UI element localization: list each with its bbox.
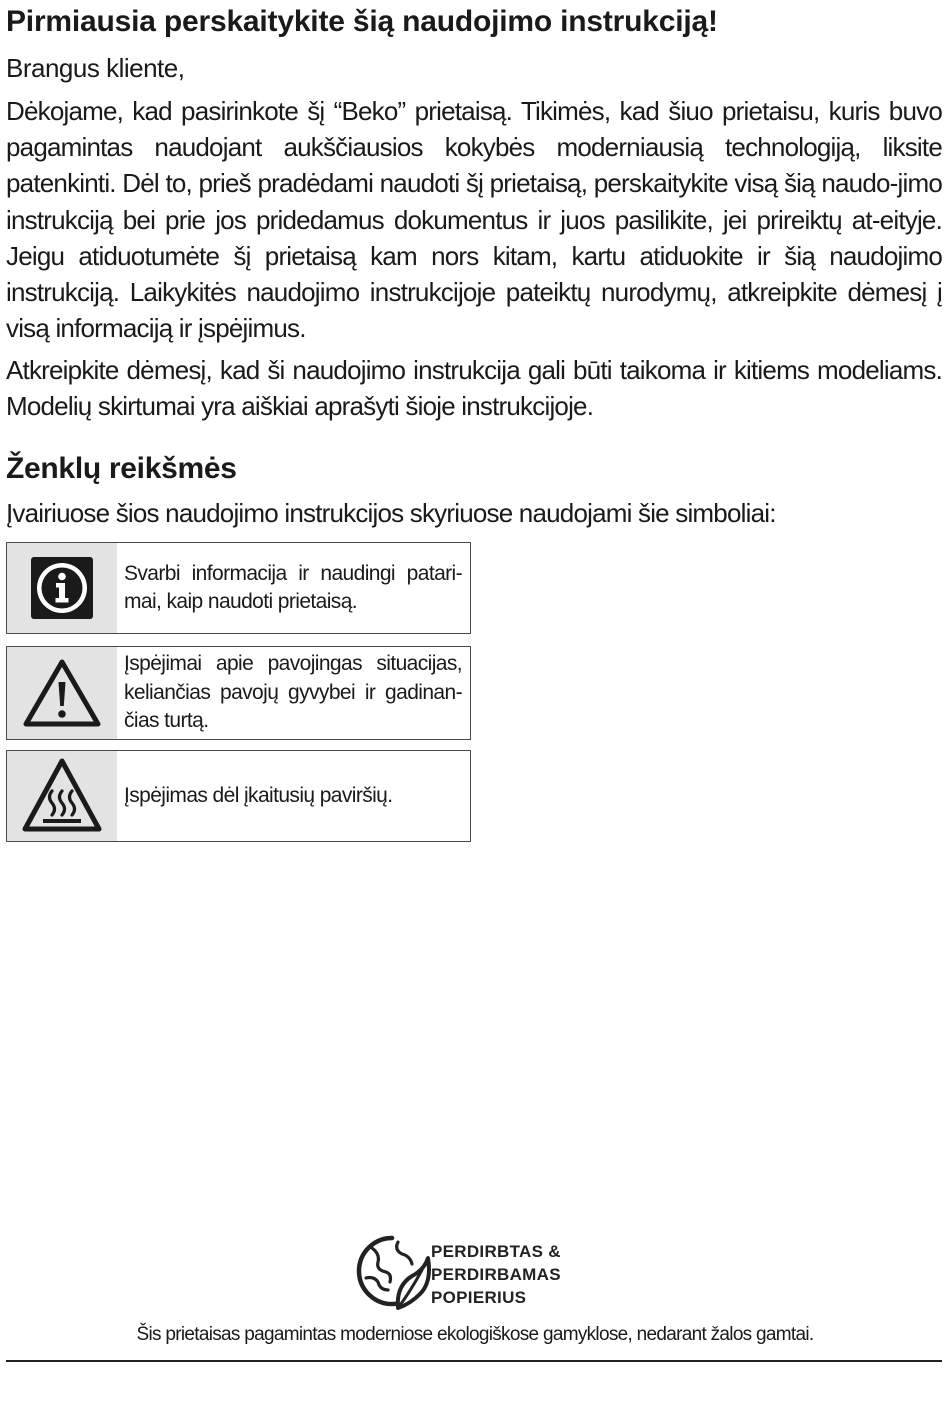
bottom-divider [6, 1360, 942, 1362]
section-title: Ženklų reikšmės [6, 452, 237, 485]
section-intro: Įvairiuose šios naudojimo instrukcijos skyriuose naudojami šie simboliai: [6, 498, 776, 528]
intro-paragraph: Dėkojame, kad pasirinkote šį “Beko” prietaisą. Tikimės, kad šiuo prietaisu, kuris buvo pagamintas naudojant aukščiausios kokybės moderniausią technologiją, liksite patenkinti. Dėl to, prieš pradėdami naudoti šį prietaisą, perskaitykite visą šią naudo-jimo instrukciją bei prie jos pridedamus dokumentus ir juos pasilikite, jei prireiktų at-eityje. Jeigu atiduotumėte šį prietaisą kam nors kitam, kartu atiduokite ir šią naudojimo instrukciją. Laikykitės naudojimo instrukcijoje pateiktų nurodymų, atkreipkite dėmesį į visą informaciją ir įspėjimus. [6, 96, 942, 344]
symbol-info-text: Svarbi informacija ir naudingi patari-mai, kaip naudoti prietaisą. [124, 561, 462, 613]
page-title: Pirmiausia perskaitykite šią naudojimo instrukciją! [6, 5, 718, 38]
greeting: Brangus kliente, [6, 53, 185, 83]
recycle-line-2: PERDIRBAMAS [431, 1265, 561, 1284]
models-note-paragraph: Atkreipkite dėmesį, kad ši naudojimo instrukcija gali būti taikoma ir kitiems modeliams. Modelių skirtumai yra aiškiai aprašyti šioje instrukcijoje. [6, 355, 942, 422]
symbol-info-row [6, 542, 471, 634]
eco-note: Šis prietaisas pagamintas moderniose ekologiškose gamyklose, nedarant žalos gamtai. [136, 1324, 814, 1345]
recycle-line-1: PERDIRBTAS & [431, 1242, 561, 1261]
hot-surface-icon [7, 751, 117, 841]
symbol-hot-surface-row [6, 750, 471, 842]
symbol-warning-row [6, 646, 471, 740]
symbol-warning-text: Įspėjimai apie pavojingas situacijas, keliančias pavojų gyvybei ir gadinan-čias turtą. [124, 652, 462, 733]
recycled-paper-icon [352, 1232, 432, 1314]
recycle-label [431, 1240, 561, 1309]
info-icon [7, 543, 117, 633]
warning-triangle-icon [7, 647, 117, 739]
recycle-line-3: POPIERIUS [431, 1288, 527, 1307]
symbol-hot-surface-text: Įspėjimas dėl įkaitusių paviršių. [124, 783, 393, 807]
